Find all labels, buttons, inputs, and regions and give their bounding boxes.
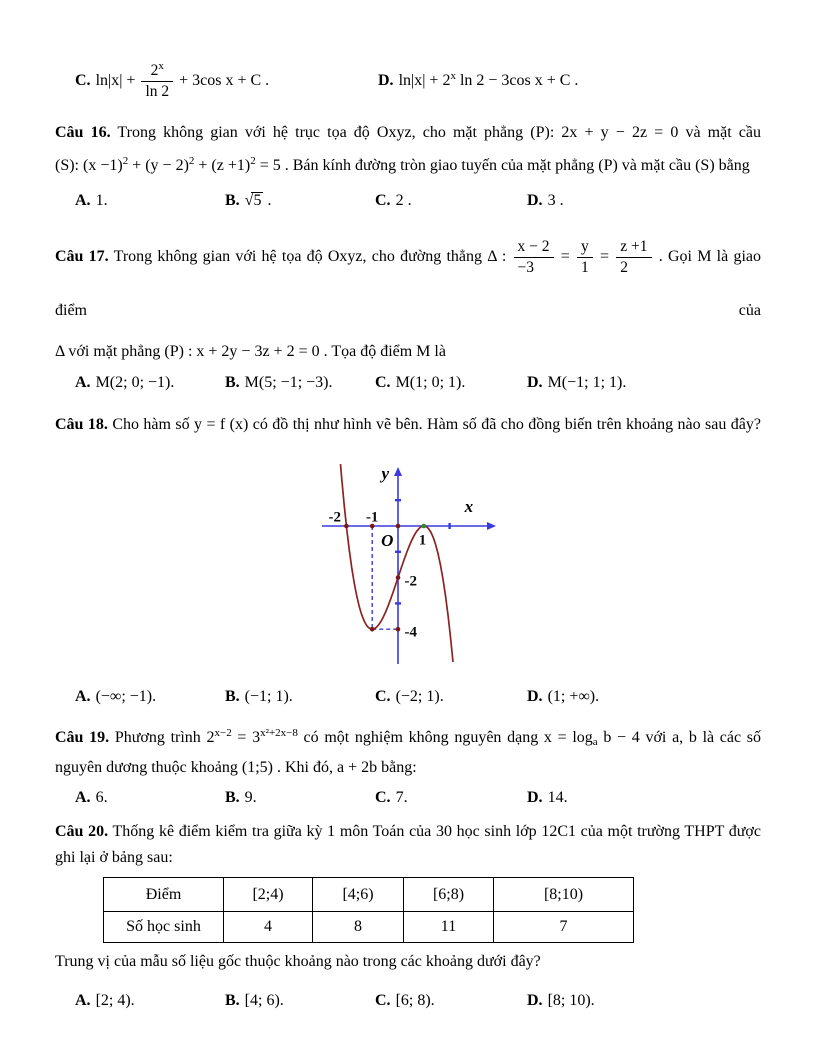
option-a bbox=[75, 188, 108, 214]
svg-text:-2: -2 bbox=[328, 509, 342, 526]
table-cell: 11 bbox=[404, 912, 494, 943]
question-17-line1: Câu 17. Trong không gian với hệ tọa độ Oxyz, cho đường thẳng Δ : $\frac{x - 2}{-3}$ = $\frac{y}{1}$ = $\frac{z +1}{2}$ . Gọi M là giao điểm của bbox=[55, 238, 761, 319]
option-text: M(1; 0; 1). bbox=[395, 374, 466, 391]
option-letter: A. bbox=[75, 192, 91, 209]
option-text: (−∞; −1). bbox=[95, 688, 157, 705]
option-text: $\ln|x| + 2^x$ ln 2 − 3cos x + C . bbox=[398, 70, 579, 89]
option-d bbox=[527, 785, 568, 811]
option-letter: D. bbox=[527, 374, 543, 391]
svg-text:1: 1 bbox=[418, 532, 427, 549]
table-cell: 8 bbox=[313, 912, 404, 943]
option-a bbox=[75, 370, 174, 396]
option-b bbox=[225, 785, 257, 811]
prev-question-options-row bbox=[55, 54, 761, 108]
option-letter: A. bbox=[75, 374, 91, 391]
option-text: [8; 10). bbox=[547, 992, 595, 1009]
svg-text:-1: -1 bbox=[365, 509, 379, 526]
question-19-line2: nguyên dương thuộc khoảng (1;5) . Khi đó, a + 2b bằng: bbox=[55, 759, 417, 776]
option-text: 9. bbox=[244, 789, 257, 806]
option-text: 2 . bbox=[395, 192, 412, 209]
option-letter: C. bbox=[75, 72, 91, 89]
option-letter: B. bbox=[225, 374, 240, 391]
option-letter: B. bbox=[225, 992, 240, 1009]
prev-option-c bbox=[75, 54, 269, 108]
option-c bbox=[375, 188, 412, 214]
option-text: 1. bbox=[95, 192, 108, 209]
option-d bbox=[527, 683, 599, 711]
score-table bbox=[103, 877, 634, 943]
option-text: (−2; 1). bbox=[395, 688, 444, 705]
exam-page-content bbox=[55, 0, 761, 1015]
option-c bbox=[375, 785, 408, 811]
option-text: M(−1; 1; 1). bbox=[547, 374, 627, 391]
option-d bbox=[527, 987, 595, 1015]
option-text: M(2; 0; −1). bbox=[95, 374, 175, 391]
table-cell: [8;10) bbox=[494, 878, 634, 912]
option-text: (1; +∞). bbox=[547, 688, 600, 705]
question-19-options bbox=[55, 785, 761, 811]
option-text: (−1; 1). bbox=[244, 688, 293, 705]
option-b bbox=[225, 987, 284, 1015]
question-16 bbox=[55, 120, 761, 214]
option-a bbox=[75, 987, 135, 1015]
option-d bbox=[527, 188, 564, 214]
question-16-line1: Câu 16. Trong không gian với hệ trục tọa độ Oxyz, cho mặt phẳng (P): 2x + y − 2z = 0 và mặt cầu bbox=[55, 124, 761, 141]
option-letter: B. bbox=[225, 192, 240, 209]
question-18 bbox=[55, 412, 761, 711]
question-18-graph bbox=[313, 454, 508, 671]
table-cell: Số học sinh bbox=[104, 912, 224, 943]
table-cell: [6;8) bbox=[404, 878, 494, 912]
q18-graph-svg bbox=[313, 454, 508, 671]
svg-text:x: x bbox=[464, 496, 474, 516]
option-letter: C. bbox=[375, 192, 391, 209]
question-17 bbox=[55, 230, 761, 396]
svg-text:O: O bbox=[381, 531, 394, 551]
option-letter: D. bbox=[527, 192, 543, 209]
question-17-options bbox=[55, 370, 761, 396]
table-cell: 7 bbox=[494, 912, 634, 943]
question-18-line1: Câu 18. Cho hàm số y = f (x) có đồ thị như hình vẽ bên. Hàm số đã cho đồng biến trên khoảng nào sau đây? bbox=[55, 416, 762, 433]
option-letter: A. bbox=[75, 992, 91, 1009]
option-letter: C. bbox=[375, 992, 391, 1009]
question-18-options bbox=[55, 683, 761, 711]
option-letter: A. bbox=[75, 789, 91, 806]
question-20-line2: ghi lại ở bảng sau: bbox=[55, 849, 173, 866]
option-letter: C. bbox=[375, 789, 391, 806]
table-cell: [4;6) bbox=[313, 878, 404, 912]
table-row bbox=[104, 912, 634, 943]
question-20 bbox=[55, 819, 761, 1015]
option-text: [4; 6). bbox=[244, 992, 284, 1009]
option-text: √5 . bbox=[244, 192, 272, 209]
question-19-line1: Câu 19. Phương trình $2^{x-2} = 3^{x^2+2x-8}$ có một nghiệm không nguyên dạng $x = \log_a b - 4$ với a, b là các số bbox=[55, 727, 762, 748]
svg-text:-4: -4 bbox=[404, 624, 417, 641]
option-a bbox=[75, 683, 156, 711]
question-16-options bbox=[55, 188, 761, 214]
option-letter: C. bbox=[375, 688, 391, 705]
option-letter: B. bbox=[225, 789, 240, 806]
option-letter: D. bbox=[527, 992, 543, 1009]
option-b bbox=[225, 370, 333, 396]
svg-text:-2: -2 bbox=[404, 573, 417, 590]
table-cell: Điểm bbox=[104, 878, 224, 912]
question-16-line2: (S): $(x -1)^2 + (y - 2)^2 + (z +1)^2 = 5$ . Bán kính đường tròn giao tuyến của mặt phẳng (P) và mặt cầu (S) bằng bbox=[55, 155, 750, 174]
question-19 bbox=[55, 721, 761, 811]
option-c bbox=[375, 987, 435, 1015]
table-cell: 4 bbox=[224, 912, 313, 943]
option-d bbox=[527, 370, 626, 396]
option-b bbox=[225, 188, 271, 214]
table-cell: [2;4) bbox=[224, 878, 313, 912]
option-a bbox=[75, 785, 108, 811]
option-text: 14. bbox=[547, 789, 568, 806]
option-c bbox=[375, 370, 465, 396]
option-letter: B. bbox=[225, 688, 240, 705]
option-letter: D. bbox=[527, 789, 543, 806]
option-letter: D. bbox=[378, 72, 394, 89]
question-20-options bbox=[55, 987, 761, 1015]
svg-text:y: y bbox=[381, 464, 389, 483]
question-20-footer: Trung vị của mẫu số liệu gốc thuộc khoảng nào trong các khoảng dưới đây? bbox=[55, 953, 541, 970]
question-17-line2: Δ với mặt phẳng (P) : x + 2y − 3z + 2 = 0 . Tọa độ điểm M là bbox=[55, 343, 446, 360]
option-text: ln|x| + $\frac{2^x}{\ln 2}$ + 3cos x + C . bbox=[95, 60, 270, 100]
option-text: M(5; −1; −3). bbox=[244, 374, 333, 391]
option-text: [2; 4). bbox=[95, 992, 135, 1009]
option-text: 3 . bbox=[547, 192, 564, 209]
option-text: 6. bbox=[95, 789, 108, 806]
option-letter: C. bbox=[375, 374, 391, 391]
option-text: 7. bbox=[395, 789, 408, 806]
option-c bbox=[375, 683, 444, 711]
prev-option-d bbox=[378, 54, 578, 108]
option-letter: D. bbox=[527, 688, 543, 705]
question-20-line1: Câu 20. Thống kê điểm kiểm tra giữa kỳ 1 môn Toán của 30 học sinh lớp 12C1 của một trường THPT được bbox=[55, 823, 761, 840]
option-letter: A. bbox=[75, 688, 91, 705]
table-header-row bbox=[104, 878, 634, 912]
option-b bbox=[225, 683, 293, 711]
option-text: [6; 8). bbox=[395, 992, 435, 1009]
